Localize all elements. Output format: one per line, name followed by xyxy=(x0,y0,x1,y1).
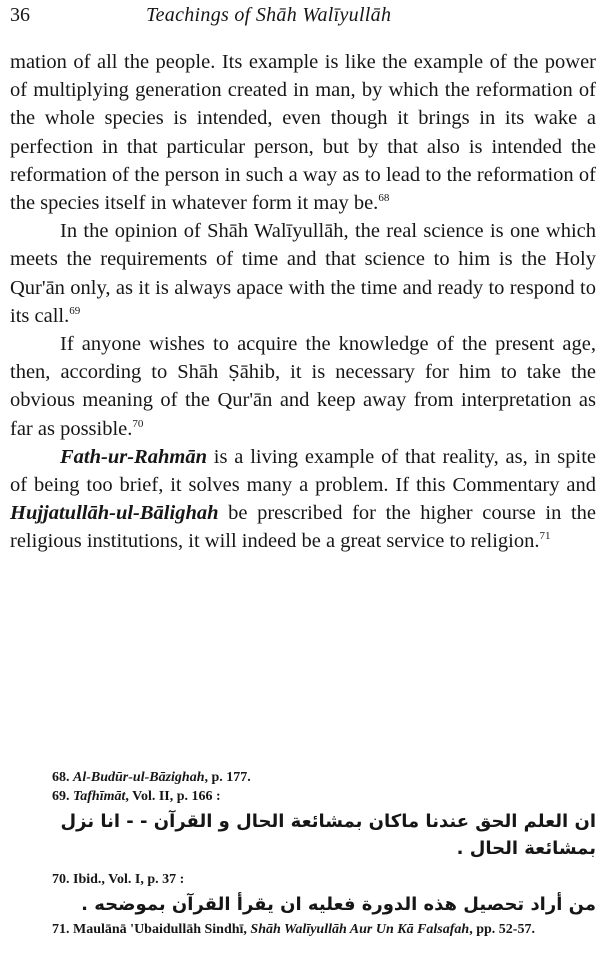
body-text xyxy=(10,48,596,556)
footnote-71-rest: , pp. 52-57. xyxy=(469,922,535,937)
footnote-69 xyxy=(10,787,596,806)
paragraph-2-text: In the opinion of Shāh Walīyullāh, the real science is one which meets the requirements of time and that science to him is the Holy Qur'ān only, as it is always apace with the time and ready to respond to its call. xyxy=(10,220,596,327)
note-ref-68: 68 xyxy=(378,192,390,205)
running-title: Teachings of Shāh Walīyullāh xyxy=(146,4,392,26)
page-header xyxy=(0,0,600,40)
footnote-71-number: 71. xyxy=(52,922,70,937)
footnote-69-number: 69. xyxy=(52,789,70,804)
footnote-69-title: Tafhīmāt xyxy=(73,789,126,804)
footnote-71-title: Shāh Walīyullāh Aur Un Kā Falsafah xyxy=(250,922,470,937)
book-title-hujjatullah: Hujjatullāh-ul-Bālighah xyxy=(10,502,219,525)
paragraph-3 xyxy=(10,330,596,443)
footnote-68 xyxy=(10,768,596,787)
paragraph-4-text-a: is a living example of that reality, as, in spite of being too brief, it solves many a problem. If this Commentary and xyxy=(10,445,596,497)
paragraph-1 xyxy=(10,48,596,217)
paragraph-2 xyxy=(10,217,596,330)
footnote-70-text: Ibid., Vol. I, p. 37 : xyxy=(73,872,185,887)
paragraph-1-text: mation of all the people. Its example is like the example of the power of multiplying generation created in man, by which the reformation of the whole species is intended, even though it brings in its wake a perfection in that particular person, but by that also is intended the reformation of the person in such a way as to lead to the reformation of the species itself in whatever form it may be. xyxy=(10,51,596,215)
note-ref-70: 70 xyxy=(132,417,144,430)
footnote-71 xyxy=(10,920,596,939)
footnote-68-number: 68. xyxy=(52,770,70,785)
footnotes xyxy=(10,768,596,939)
footnote-70-number: 70. xyxy=(52,872,70,887)
footnote-70 xyxy=(10,870,596,889)
page-number: 36 xyxy=(10,4,30,26)
footnote-69-arabic-line-2: بمشائعة الحال . xyxy=(456,838,596,859)
paragraph-3-text: If anyone wishes to acquire the knowledge of the present age, then, according to Shāh Ṣāhib, it is necessary for him to take the obvious meaning of the Qur'ān and keep away from interpretation as far as possible. xyxy=(10,333,596,440)
note-ref-71: 71 xyxy=(539,530,551,543)
footnote-68-rest: , p. 177. xyxy=(204,770,251,785)
book-title-fath-ur-rahman: Fath-ur-Rahmān xyxy=(60,445,207,468)
note-ref-69: 69 xyxy=(69,304,81,317)
footnote-69-arabic-line-1: ان العلم الحق عندنا ماكان بمشائعة الحال و القرآن - - انا نزل xyxy=(60,811,596,832)
footnote-68-title: Al-Budūr-ul-Bāzighah xyxy=(73,770,205,785)
footnote-70-arabic-line-1: من أراد تحصيل هذه الدورة فعليه ان يقرأ القرآن بموضحه . xyxy=(81,894,596,915)
paragraph-4-text-b: be prescribed for the higher course in the religious institutions, it will indeed be a great service to religion. xyxy=(10,502,596,553)
footnote-69-rest: , Vol. II, p. 166 : xyxy=(125,789,221,804)
paragraph-4 xyxy=(10,443,596,556)
footnote-71-author: Maulānā 'Ubaidullāh Sindhī, xyxy=(73,922,251,937)
